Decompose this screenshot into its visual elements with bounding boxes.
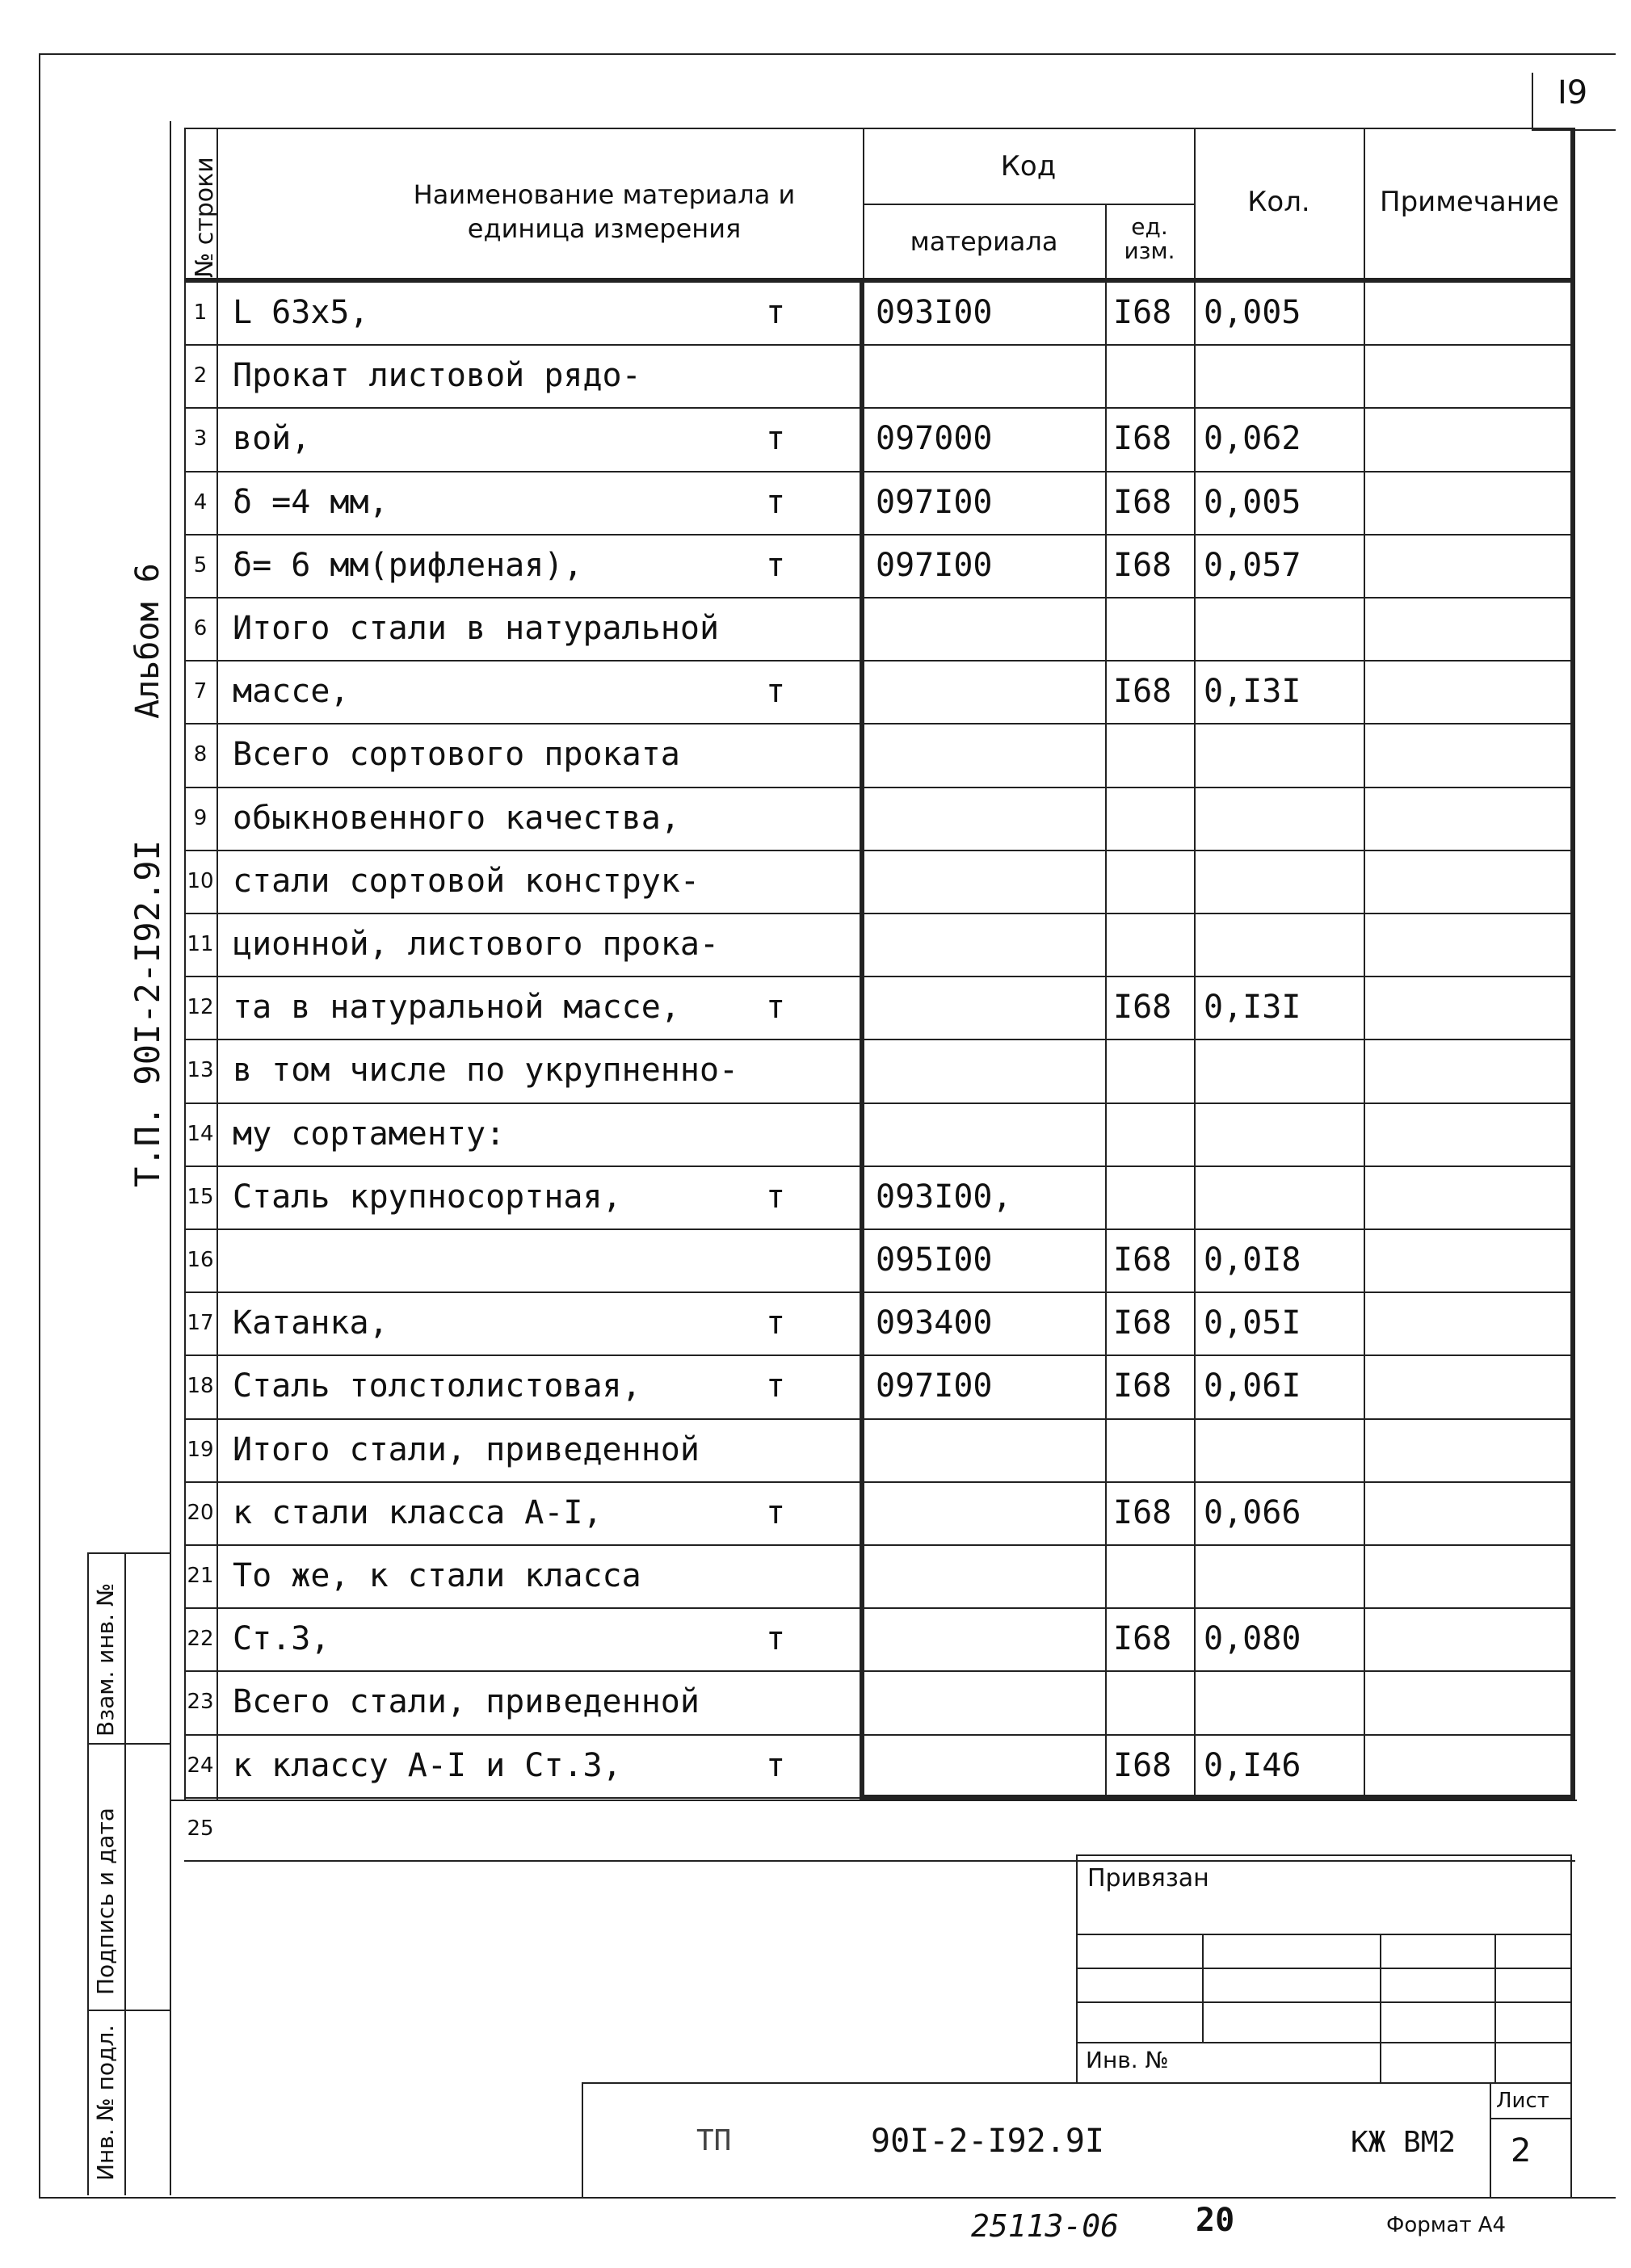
stamp-signature-date: Подпись и дата [92, 1808, 119, 1995]
row-name: вой, [233, 420, 311, 458]
row-number: 5 [193, 552, 208, 578]
page-number: I9 [1557, 74, 1588, 111]
row-material-code [876, 1102, 1094, 1166]
bound-line-1 [1078, 1934, 1570, 1935]
row-number: 2 [193, 363, 208, 388]
table-body [184, 281, 1575, 1841]
row-number: 4 [193, 489, 208, 514]
table-row [184, 597, 1575, 660]
row-name: То же, к стали класса [233, 1557, 641, 1594]
row-unit-code: I68 [1113, 483, 1172, 521]
bound-label: Привязан [1087, 1864, 1209, 1892]
row-unit-code: I68 [1113, 1304, 1172, 1342]
tp-label: ТП [696, 2124, 732, 2157]
row-quantity [1204, 913, 1357, 976]
page-number-border [1532, 73, 1533, 129]
row-name: Итого стали в натуральной [233, 610, 720, 647]
row-material-code: 095I00 [876, 1241, 993, 1279]
table-row [184, 344, 1575, 407]
row-number: 22 [187, 1627, 214, 1652]
row-unit-label: т [766, 1493, 786, 1531]
row-material-code: 093400 [876, 1304, 993, 1342]
row-name: Сталь крупносортная, [233, 1178, 622, 1216]
row-name: Всего стали, приведенной [233, 1683, 700, 1721]
row-unit-label [766, 913, 847, 976]
stamp-line-1 [87, 1552, 171, 1554]
stamp-replace-inv: Взам. инв. № [92, 1582, 119, 1737]
row-unit-label: т [766, 294, 786, 331]
row-name [233, 1228, 814, 1292]
row-material-code [876, 913, 1094, 976]
row-number: 24 [187, 1753, 214, 1778]
header-quantity: Кол. [1247, 186, 1310, 218]
table-row [184, 976, 1575, 1039]
sheet-label: Лист [1496, 2089, 1549, 2113]
table-row [184, 1228, 1575, 1292]
table-row [184, 1734, 1575, 1797]
row-quantity: 0,066 [1204, 1493, 1301, 1531]
row-unit-code: I68 [1113, 1620, 1172, 1658]
table-row [184, 1292, 1575, 1354]
row-quantity: 0,I46 [1204, 1746, 1301, 1784]
row-unit-label: т [766, 1178, 786, 1216]
row-number: 16 [187, 1248, 214, 1272]
sheet-divider [1490, 2118, 1570, 2119]
stamp-line-3 [87, 2010, 171, 2011]
row-material-code: 097000 [876, 420, 993, 458]
bound-line-4 [1078, 2042, 1570, 2043]
row-number: 21 [187, 1564, 214, 1588]
row-material-code [876, 344, 1094, 407]
row-number: 13 [187, 1058, 214, 1083]
album-label: Альбом 6 [129, 563, 166, 719]
row-material-code: 097I00 [876, 483, 993, 521]
row-material-code: 093I00, [876, 1178, 1012, 1216]
row-name: Всего сортового проката [233, 736, 680, 774]
row-unit-label: т [766, 546, 786, 584]
row-quantity [1204, 1166, 1357, 1228]
table-row [184, 1166, 1575, 1228]
row-unit-label [766, 1102, 847, 1166]
row-quantity: 0,05I [1204, 1304, 1301, 1342]
row-material-code [876, 1418, 1094, 1481]
header-row-number: № строки [191, 157, 219, 278]
row-name: стали сортовой конструк- [233, 862, 700, 900]
row-name: Итого стали, приведенной [233, 1430, 700, 1468]
row-name [233, 1797, 814, 1860]
document-mark: КЖ ВМ2 [1351, 2126, 1457, 2159]
row-number: 9 [193, 805, 208, 830]
row-unit-label [766, 1670, 847, 1733]
row-unit-code [1113, 1102, 1194, 1166]
row-unit-label [766, 850, 847, 913]
row-quantity: 0,I3I [1204, 989, 1301, 1027]
row-unit-code [1113, 1544, 1194, 1607]
row-material-code: 097I00 [876, 1367, 993, 1405]
row-quantity [1204, 1670, 1357, 1733]
row-name: массе, [233, 673, 350, 711]
row-quantity: 0,I3I [1204, 673, 1301, 711]
row-material-code [876, 723, 1094, 786]
row-unit-label [766, 344, 847, 407]
row-unit-code: I68 [1113, 1367, 1172, 1405]
row-name: Прокат листовой рядо- [233, 357, 641, 395]
table-row [184, 471, 1575, 534]
bottom-counter: 20 [1196, 2202, 1235, 2239]
row-unit-code: I68 [1113, 420, 1172, 458]
table-row [184, 1607, 1575, 1670]
row-unit-label [766, 787, 847, 850]
row-unit-code [1113, 344, 1194, 407]
row-quantity: 0,005 [1204, 294, 1301, 331]
header-note: Примечание [1380, 186, 1559, 218]
row-unit-code [1113, 787, 1194, 850]
row-number: 12 [187, 995, 214, 1020]
row-unit-code: I68 [1113, 294, 1172, 331]
table-row [184, 281, 1575, 344]
row-unit-code [1113, 913, 1194, 976]
stamp-col-line [87, 1552, 89, 2195]
row-material-code [876, 1734, 1094, 1797]
table-row [184, 1670, 1575, 1733]
row-number: 25 [187, 1816, 214, 1841]
table-row [184, 723, 1575, 786]
table-row [184, 1481, 1575, 1544]
row-unit-label: т [766, 1367, 786, 1405]
row-unit-label: т [766, 673, 786, 711]
row-unit-label: т [766, 1620, 786, 1658]
row-quantity: 0,080 [1204, 1620, 1301, 1658]
row-name: к классу А-I и Ст.3, [233, 1746, 622, 1784]
row-number: 3 [193, 426, 208, 452]
row-name: ционной, листового прока- [233, 926, 720, 963]
header-code: Код [1000, 150, 1057, 183]
row-quantity [1204, 597, 1357, 660]
bottom-code: 25113-06 [971, 2208, 1120, 2244]
row-material-code [876, 850, 1094, 913]
bound-vline-3 [1494, 1934, 1496, 2082]
bound-line-2 [1078, 1968, 1570, 1969]
row-quantity [1204, 1544, 1357, 1607]
row-quantity: 0,062 [1204, 420, 1301, 458]
row-material-code [876, 660, 1094, 723]
row-quantity: 0,0I8 [1204, 1241, 1301, 1279]
inv-label: Инв. № [1086, 2047, 1169, 2073]
row-material-code [876, 1481, 1094, 1544]
row-unit-code [1113, 850, 1194, 913]
row-name: Сталь толстолистовая, [233, 1367, 641, 1405]
table-row [184, 913, 1575, 976]
row-unit-code: I68 [1113, 673, 1172, 711]
header-top [184, 128, 1575, 129]
row-number: 1 [193, 300, 208, 325]
row-name: δ =4 мм, [233, 483, 389, 521]
bound-line-3 [1078, 2001, 1570, 2003]
materials-table [184, 128, 1575, 1841]
row-unit-label: т [766, 989, 786, 1027]
row-unit-code [1113, 597, 1194, 660]
row-unit-label [766, 597, 847, 660]
row-material-code [876, 976, 1094, 1039]
row-quantity [1204, 1039, 1357, 1102]
row-unit-label [766, 1228, 847, 1292]
table-row [184, 850, 1575, 913]
row-quantity [1204, 850, 1357, 913]
row-material-code [876, 597, 1094, 660]
table-row [184, 660, 1575, 723]
row-quantity [1204, 1797, 1357, 1860]
row-number: 10 [187, 868, 214, 893]
row-unit-code: I68 [1113, 1746, 1172, 1784]
row-quantity [1204, 723, 1357, 786]
row-name: та в натуральной массе, [233, 989, 680, 1027]
left-margin-line [170, 121, 171, 2195]
format-label: Формат А4 [1386, 2213, 1507, 2237]
table-row [184, 1544, 1575, 1607]
row-name: в том числе по укрупненно- [233, 1052, 739, 1090]
row-number: 23 [187, 1690, 214, 1715]
row-quantity [1204, 1102, 1357, 1166]
row-name: L 63x5, [233, 294, 369, 331]
row-name: Катанка, [233, 1304, 389, 1342]
table-row [184, 1797, 1575, 1860]
row-name: Ст.3, [233, 1620, 330, 1658]
bound-block [1076, 1854, 1572, 2084]
sheet-number: 2 [1511, 2132, 1532, 2169]
row-unit-code: I68 [1113, 1493, 1172, 1531]
row-number: 11 [187, 932, 214, 956]
row-number: 7 [193, 679, 208, 704]
row-unit-label [766, 1418, 847, 1481]
table-row [184, 534, 1575, 597]
table-row [184, 407, 1575, 470]
row-name: δ= 6 мм(рифленая), [233, 546, 583, 584]
row-unit-code [1113, 1797, 1194, 1860]
row-unit-code: I68 [1113, 989, 1172, 1027]
row-material-code: 097I00 [876, 546, 993, 584]
row-quantity [1204, 1418, 1357, 1481]
row-unit-label [766, 723, 847, 786]
row-number: 6 [193, 616, 208, 640]
row-material-code [876, 787, 1094, 850]
row-unit-code: I68 [1113, 1241, 1172, 1279]
row-number: 8 [193, 742, 208, 767]
row-quantity: 0,005 [1204, 483, 1301, 521]
header-code-unit: ед. изм. [1124, 213, 1175, 264]
row-name: к стали класса А-I, [233, 1493, 603, 1531]
row-quantity [1204, 344, 1357, 407]
row-unit-label [766, 1797, 847, 1860]
row-unit-code [1113, 723, 1194, 786]
document-number: 90I-2-I92.9I [871, 2123, 1104, 2160]
row-number: 20 [187, 1500, 214, 1525]
table-row [184, 1354, 1575, 1418]
row-name: обыкновенного качества, [233, 799, 680, 837]
row-unit-label [766, 1039, 847, 1102]
header-code-material: материала [910, 226, 1058, 257]
table-row [184, 1039, 1575, 1102]
table-row [184, 787, 1575, 850]
row-number: 18 [187, 1374, 214, 1399]
sheet-col-line [1490, 2084, 1491, 2197]
row-material-code: 093I00 [876, 294, 993, 331]
row-material-code [876, 1797, 1094, 1860]
row-material-code [876, 1039, 1094, 1102]
row-quantity [1204, 787, 1357, 850]
title-block-top [170, 1800, 1577, 1801]
project-label: Т.П. 90I-2-I92.9I [128, 840, 167, 1187]
row-unit-code [1113, 1670, 1194, 1733]
row-number: 14 [187, 1121, 214, 1146]
row-material-code [876, 1544, 1094, 1607]
stamp-line-2 [87, 1743, 171, 1745]
stamp-col-inner [124, 1552, 126, 2195]
row-name: му сортаменту: [233, 1115, 506, 1153]
row-unit-label: т [766, 1746, 786, 1784]
table-row [184, 1418, 1575, 1481]
bound-vline-1 [1202, 1934, 1204, 2042]
row-unit-code [1113, 1166, 1194, 1228]
stamp-main [582, 2082, 1572, 2197]
bound-vline-2 [1380, 1934, 1381, 2082]
row-unit-label [766, 1544, 847, 1607]
row-unit-label: т [766, 1304, 786, 1342]
table-header [184, 128, 1575, 281]
col-line-code-header [863, 128, 864, 281]
row-unit-label: т [766, 483, 786, 521]
row-unit-code [1113, 1418, 1194, 1481]
row-quantity: 0,06I [1204, 1367, 1301, 1405]
row-number: 17 [187, 1311, 214, 1336]
row-unit-code: I68 [1113, 546, 1172, 584]
row-number: 15 [187, 1184, 214, 1209]
row-quantity: 0,057 [1204, 546, 1301, 584]
row-unit-code [1113, 1039, 1194, 1102]
header-material-name: Наименование материала и единица измерения [413, 179, 796, 244]
row-unit-label: т [766, 420, 786, 458]
table-row [184, 1102, 1575, 1166]
stamp-original-inv: Инв. № подл. [92, 2024, 119, 2181]
row-number: 19 [187, 1437, 214, 1462]
row-material-code [876, 1607, 1094, 1670]
row-material-code [876, 1670, 1094, 1733]
header-code-divider [863, 204, 1194, 205]
